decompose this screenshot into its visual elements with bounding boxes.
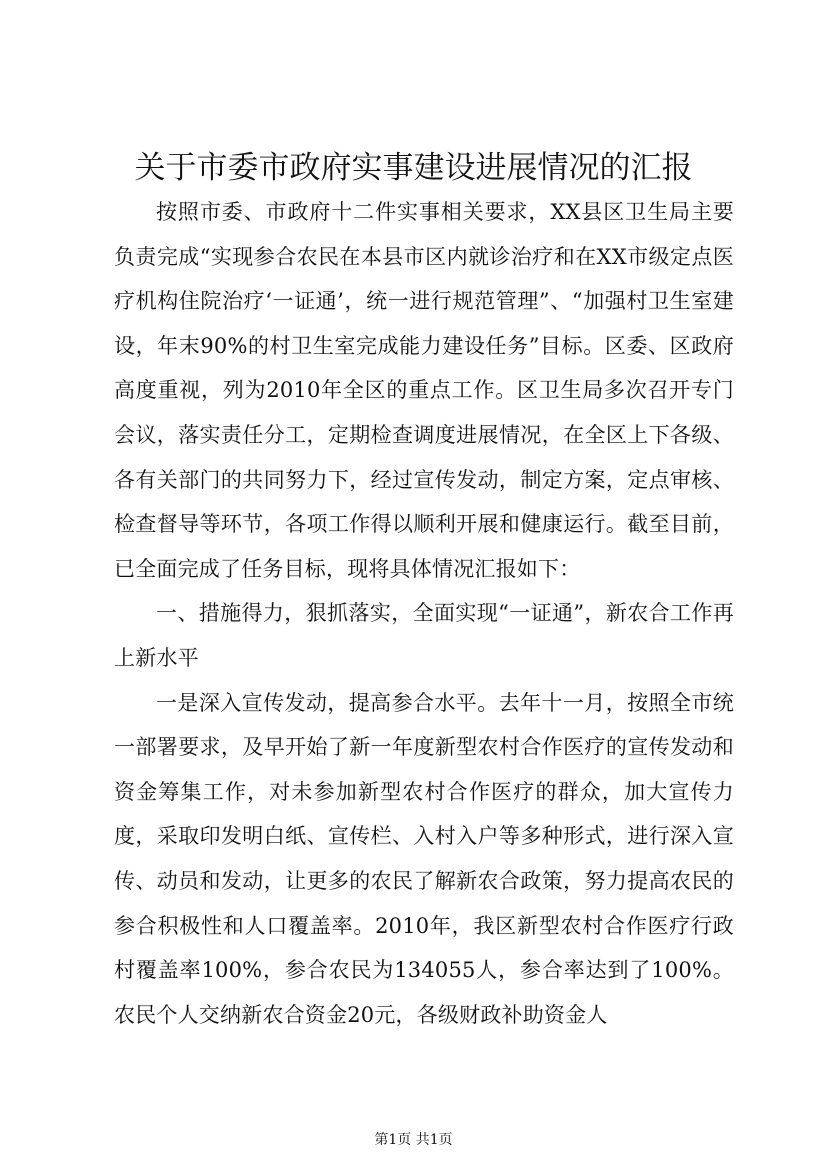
section-heading-1: 一、措施得力，狠抓落实，全面实现“一证通”，新农合工作再上新水平 [114, 601, 734, 670]
page-footer: 第1页 共1页 [374, 1132, 453, 1148]
paragraph-publicity: 一是深入宣传发动，提高参合水平。去年十一月，按照全市统一部署要求，及早开始了新一年度新型农村合作医疗的宣传发动和资金筹集工作，对未参加新型农村合作医疗的群众，加大宣传力度，采取印发明白纸、宣传栏、入村入户等多种形式，进行深入宣传、动员和发动，让更多的农民了解新农合政策，努力提高农民的参合积极性和人口覆盖率。2010年，我区新型农村合作医疗行政村覆盖率100%，参合农民为134055人，参合率达到了100%。农民个人交纳新农合资金20元，各级财政补助资金人 [114, 690, 734, 1027]
document-title: 关于市委市政府实事建设进展情况的汇报 [134, 150, 693, 186]
document-body [114, 190, 734, 1037]
paragraph-intro: 按照市委、市政府十二件实事相关要求，XX县区卫生局主要负责完成“实现参合农民在本县市区内就诊治疗和在XX市级定点医疗机构住院治疗‘一证通’，统一进行规范管理”、“加强村卫生室建设，年末90%的村卫生室完成能力建设任务”目标。区委、区政府高度重视，列为2010年全区的重点工作。区卫生局多次召开专门会议，落实责任分工，定期检查调度进展情况，在全区上下各级、各有关部门的共同努力下，经过宣传发动，制定方案，定点审核、检查督导等环节，各项工作得以顺利开展和健康运行。截至目前，已全面完成了任务目标，现将具体情况汇报如下： [114, 200, 734, 581]
